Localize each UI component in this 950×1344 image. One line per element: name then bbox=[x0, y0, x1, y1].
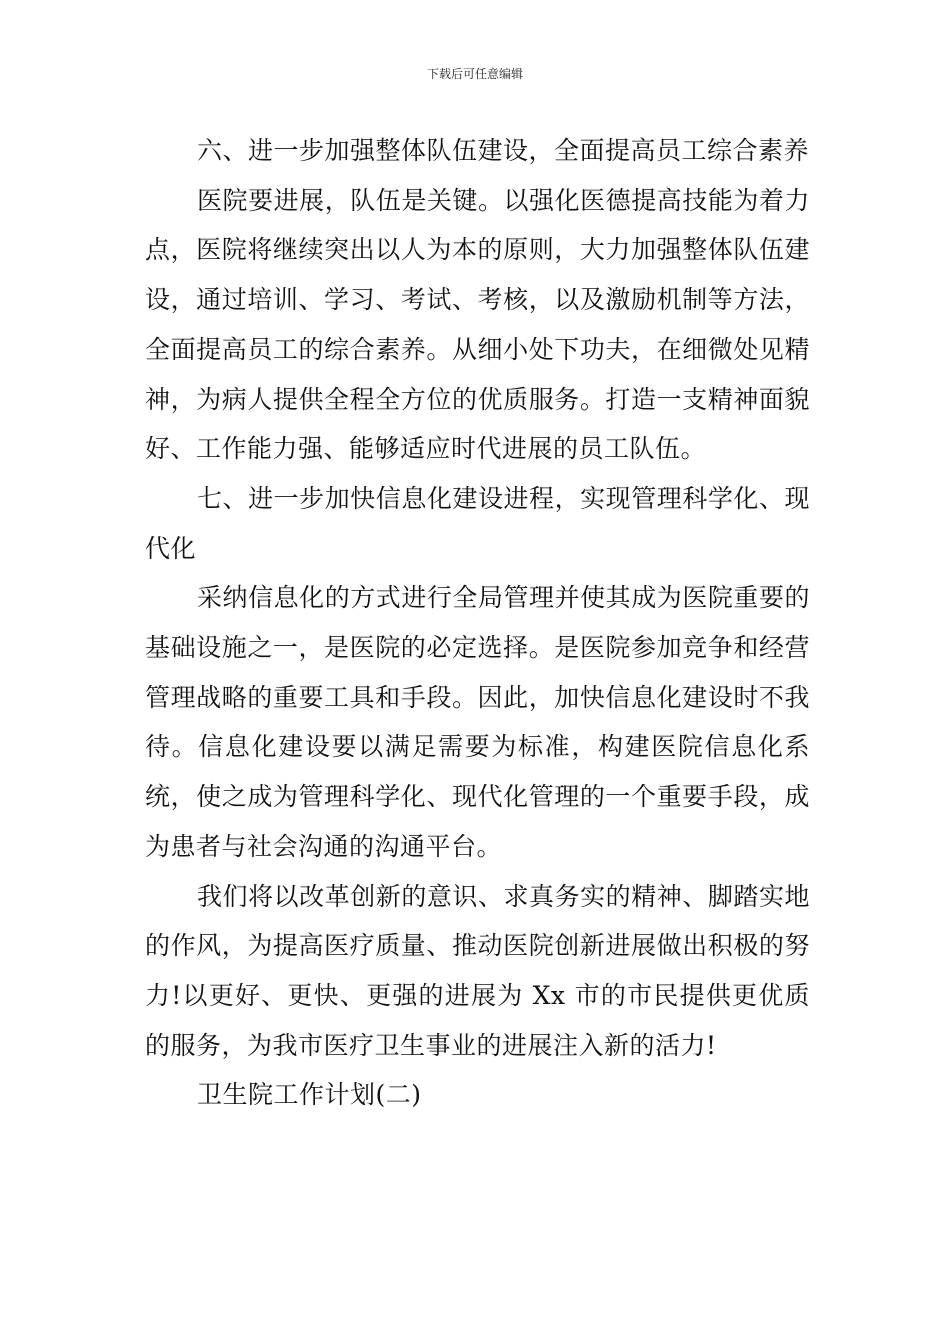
page-header-note: 下载后可任意编辑 bbox=[426, 67, 523, 81]
body-paragraph-informatization: 采纳信息化的方式进行全局管理并使其成为医院重要的基础设施之一，是医院的必定选择。是医院参加竞争和经营管理战略的重要工具和手段。因此，加快信息化建设时不我待。信息化建设要以满足需要为标准，构建医院信息化系统，使之成为管理科学化、现代化管理的一个重要手段，成为患者与社会沟通的沟通平台。 bbox=[145, 583, 810, 861]
body-paragraph-conclusion: 我们将以改革创新的意识、求真务实的精神、脚踏实地的作风，为提高医疗质量、推动医院创新进展做出积极的努力!以更好、更快、更强的进展为 Xx 市的市民提供更优质的服务，为我市医疗卫生事业的进展注入新的活力! bbox=[145, 881, 810, 1060]
section-title-plan-two: 卫生院工作计划(二) bbox=[197, 1080, 422, 1110]
body-paragraph-team-building: 医院要进展，队伍是关键。以强化医德提高技能为着力点，医院将继续突出以人为本的原则，大力加强整体队伍建设，通过培训、学习、考试、考核，以及激励机制等方法，全面提高员工的综合素养。从细小处下功夫，在细微处见精神，为病人提供全程全方位的优质服务。打造一支精神面貌好、工作能力强、能够适应时代进展的员工队伍。 bbox=[145, 185, 810, 464]
document-body bbox=[145, 126, 810, 1120]
section-heading-six: 六、进一步加强整体队伍建设，全面提高员工综合素养 bbox=[197, 136, 810, 165]
section-heading-seven: 七、进一步加快信息化建设进程，实现管理科学化、现代化 bbox=[145, 483, 810, 563]
